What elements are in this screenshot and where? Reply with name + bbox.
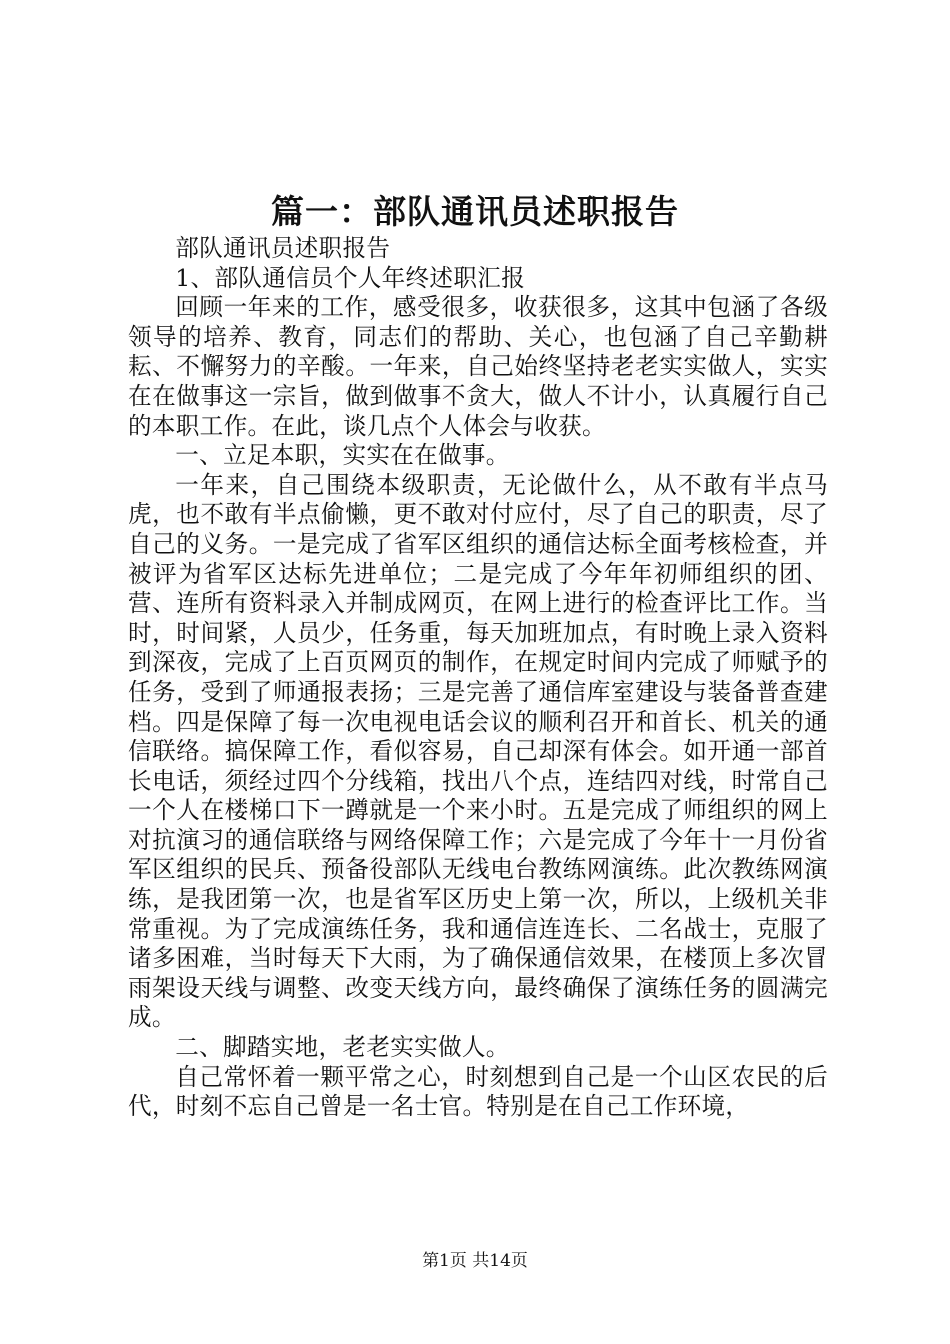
paragraph-body-two: 自己常怀着一颗平常之心，时刻想到自己是一个山区农民的后代，时刻不忘自己曾是一名士官。特别是在自己工作环境， — [128, 1062, 828, 1121]
paragraph-section-heading: 1、部队通信员个人年终述职汇报 — [175, 263, 526, 292]
paragraph-heading-two: 二、脚踏实地，老老实实做人。 — [175, 1033, 510, 1062]
paragraph-body-one: 一年来，自己围绕本级职责，无论做什么，从不敢有半点马虎，也不敢有半点偷懒，更不敢对付应付，尽了自己的职责，尽了自己的义务。一是完成了省军区组织的通信达标全面考核检查，并被评为省军区达标先进单位；二是完成了今年年初师组织的团、营、连所有资料录入并制成网页，在网上进行的检查评比工作。当时，时间紧，人员少，任务重，每天加班加点，有时晚上录入资料到深夜，完成了上百页网页的制作，在规定时间内完成了师赋予的任务，受到了师通报表扬；三是完善了通信库室建设与装备普查建档。四是保障了每一次电视电话会议的顺利召开和首长、机关的通信联络。搞保障工作，看似容易，自己却深有体会。如开通一部首长电话，须经过四个分线箱，找出八个点，连结四对线，时常自己一个人在楼梯口下一蹲就是一个来小时。五是完成了师组织的网上对抗演习的通信联络与网络保障工作；六是完成了今年十一月份省军区组织的民兵、预备役部队无线电台教练网演练。此次教练网演练，是我团第一次，也是省军区历史上第一次，所以，上级机关非常重视。为了完成演练任务，我和通信连连长、二名战士，克服了诸多困难，当时每天下大雨，为了确保通信效果，在楼顶上多次冒雨架设天线与调整、改变天线方向，最终确保了演练任务的圆满完成。 — [128, 470, 828, 1032]
paragraph-heading-one: 一、立足本职，实实在在做事。 — [175, 441, 510, 470]
page-number-footer: 第1页 共14页 — [422, 1251, 528, 1271]
paragraph-subtitle: 部队通讯员述职报告 — [175, 234, 391, 262]
document-title: 篇一：部队通讯员述职报告 — [271, 192, 679, 231]
paragraph-intro: 回顾一年来的工作，感受很多，收获很多，这其中包涵了各级领导的培养、教育，同志们的帮助、关心，也包涵了自己辛勤耕耘、不懈努力的辛酸。一年来，自己始终坚持老老实实做人，实实在在做事这一宗旨，做到做事不贪大，做人不计小，认真履行自己的本职工作。在此，谈几点个人体会与收获。 — [128, 293, 828, 440]
document-body — [128, 234, 828, 1122]
